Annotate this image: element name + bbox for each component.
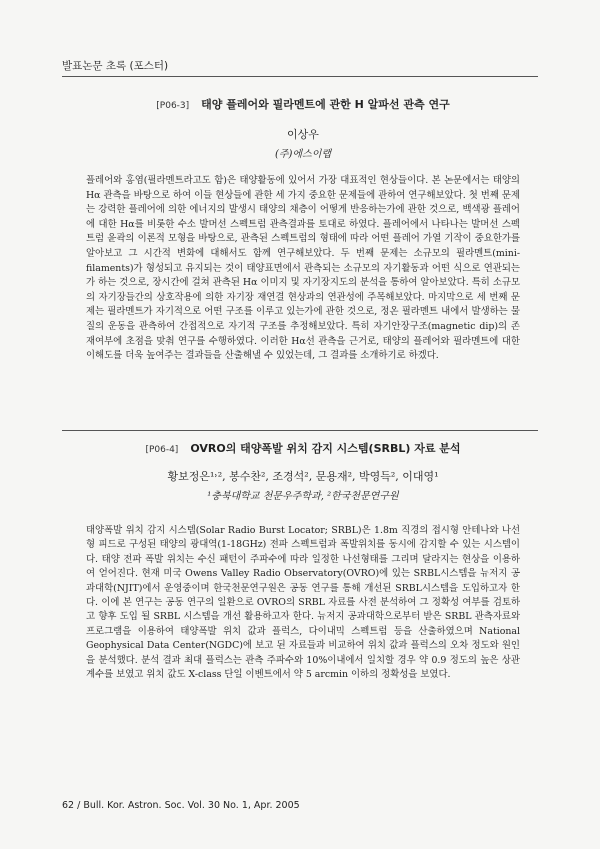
abstract-title-row bbox=[86, 440, 520, 456]
section-header: 발표논문 초록 (포스터) bbox=[62, 60, 169, 72]
abstract-body: 플레어와 홍염(필라멘트라고도 함)은 태양활동에 있어서 가장 대표적인 현상들이다. 본 논문에서는 태양의 Hα 관측을 바탕으로 하여 이들 현상들에 관한 세 가지 중요한 문제들에 관하여 연구해보았다. 첫 번째 문제는 강력한 플레어에 의한 에너지의 발생시 태양의 채층이 어떻게 반응하는가에 관한 것으로, 백색광 플레어에 대한 Hα를 비롯한 수소 발머선 스펙트럼 관측결과를 토대로 하였다. 플레어에서 나타나는 발머선 스펙트럼 윤곽의 이론적 모형을 바탕으로, 관측된 스펙트럼의 형태에 따라 어떤 플레어 가열 기작이 중요한가를 알아보고 그 시간적 변화에 대해서도 함께 연구해보았다. 두 번째 문제는 소규모의 필라멘트(mini-filaments)가 형성되고 유지되는 것이 태양표면에서 관측되는 소규모의 자기활동과 어떤 식으로 연관되는가 하는 것으로, 장시간에 걸쳐 관측된 Hα 이미지 및 자기장지도의 분석을 통하여 알아보았다. 특히 소규모의 자기장들간의 상호작용에 의한 자기장 재연결 현상과의 연관성에 주목해보았다. 마지막으로 세 번째 문제는 필라멘트가 자기적으로 어떤 구조를 이루고 있는가에 관한 것으로, 정온 필라멘트 내에서 발생하는 물질의 운동을 관측하여 간접적으로 자기적 구조를 추정해보았다. 특히 자기안장구조(magnetic dip)의 존재여부에 초점을 맞춰 연구를 수행하였다. 이러한 Hα선 관측을 근거로, 태양의 플레어와 필라멘트에 대한 이해도를 더욱 높여주는 결과들을 산출해낼 수 있었는데, 그 결과를 소개하기로 하겠다. bbox=[86, 175, 520, 362]
abstract-p06-3 bbox=[86, 96, 520, 364]
header-divider bbox=[62, 76, 538, 77]
abstract-title-row bbox=[86, 96, 520, 112]
page-footer-citation: 62 / Bull. Kor. Astron. Soc. Vol. 30 No. 1, Apr. 2005 bbox=[62, 800, 300, 811]
affiliation: (주)에스이랩 bbox=[274, 149, 332, 160]
affiliation: ¹충북대학교 천문우주학과, ²한국천문연구원 bbox=[207, 491, 399, 502]
abstract-body: 태양폭발 위치 감지 시스템(Solar Radio Burst Locator; SRBL)은 1.8m 직경의 접시형 안테나와 나선형 피드로 구성된 태양의 광대역(1-18GHz) 전파 스펙트럼과 폭발위치를 동시에 감지할 수 있는 시스템이다. 태양 전파 폭발 위치는 수신 패턴이 주파수에 따라 일정한 나선형태를 그리며 달라지는 현상을 이용하여 얻어진다. 현재 미국 Owens Valley Radio Observatory(OVRO)에 있는 SRBL시스템을 뉴저지 공과대학(NJIT)에서 운영중이며 한국천문연구원은 공동 연구를 통해 개선된 SRBL시스템을 도입하고자 한다. 이에 본 연구는 공동 연구의 일환으로 OVRO의 SRBL 자료를 사전 분석하여 그 정확성 여부를 검토하고 향후 도입 될 SRBL 시스템을 개선 활용하고자 한다. 뉴저지 공과대학으로부터 받은 SRBL 관측자료와 프로그램을 이용하여 태양폭발 위치 값과 플럭스, 다이내믹 스펙트럼 등을 산출하였으며 National Geophysical Data Center(NGDC)에 보고 된 자료들과 비교하여 위치 값과 플럭스의 오차 정도와 원인을 분석했다. 분석 결과 최대 플럭스는 관측 주파수와 10%이내에서 일치할 경우 약 0.9 정도의 높은 상관계수를 보였고 위치 값도 X-class 단일 이벤트에서 약 5 arcmin 이하의 정확성을 보였다. bbox=[86, 525, 521, 681]
author-list: 이상우 bbox=[287, 128, 319, 141]
author-list: 황보정은¹˒², 봉수찬², 조경석², 문용재², 박영득², 이대영¹ bbox=[167, 470, 439, 483]
paper-title: 태양 플레어와 필라멘트에 관한 H 알파선 관측 연구 bbox=[201, 98, 450, 111]
paper-id: [P06-4] bbox=[145, 445, 179, 455]
paper-id: [P06-3] bbox=[156, 101, 190, 111]
paper-title: OVRO의 태양폭발 위치 감지 시스템(SRBL) 자료 분석 bbox=[190, 442, 461, 455]
section-divider bbox=[62, 430, 538, 431]
abstract-p06-4 bbox=[86, 440, 520, 682]
